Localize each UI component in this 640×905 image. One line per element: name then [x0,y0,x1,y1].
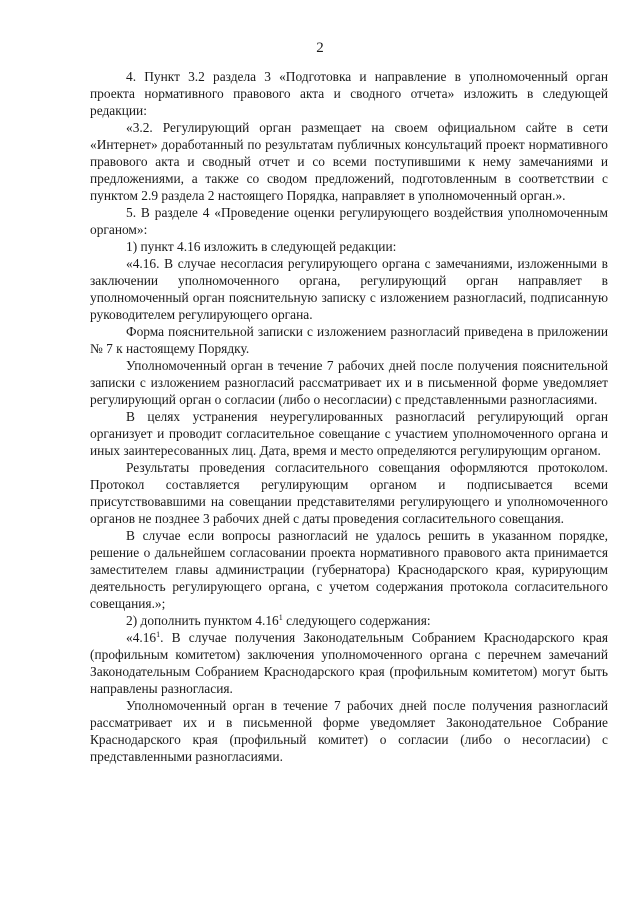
subitem-2-text-end: следующего содержания: [282,613,431,628]
paragraph-unresolved-disputes: В случае если вопросы разногласий не удалось решить в указанном порядке, решение о дальнейшем согласовании проекта нормативного правового акта принимается заместителем главы администрации (губернатора) Краснодарского края, курирующим деятельность регулирующего органа, с учетом содержания протокола согласительного совещания.»; [90,528,608,611]
paragraph-subitem-1: 1) пункт 4.16 изложить в следующей редакции: [126,239,397,254]
paragraph-quote-4-16: «4.16. В случае несогласия регулирующего органа с замечаниями, изложенными в заключении уполномоченного органа, регулирующий орган направляет в уполномоченный орган пояснительную записку с изложением разногласий, подписанную руководителем регулирующего органа. [90,256,608,322]
paragraph-quote-3-2: «3.2. Регулирующий орган размещает на своем официальном сайте в сети «Интернет» доработанный по результатам публичных консультаций проект нормативного правового акта и сводный отчет и со всеми поступившими к нему замечаниями и предложениями, а также со сводом предложений, подготовленным в соответствии с пунктом 2.9 раздела 2 настоящего Порядка, направляет в уполномоченный орган.». [90,120,608,203]
paragraph-review-period: Уполномоченный орган в течение 7 рабочих дней после получения пояснительной записки с изложением разногласий рассматривает их и в письменной форме уведомляет регулирующий орган о согласии (либо о несогласии) с представленными разногласиями. [90,358,608,407]
paragraph-form-note: Форма пояснительной записки с изложением разногласий приведена в приложении № 7 к настоящему Порядку. [90,324,608,356]
superscript-number: 1 [156,630,161,639]
paragraph-meeting-results: Результаты проведения согласительного совещания оформляются протоколом. Протокол составляется регулирующим органом и подписывается всеми присутствовавшими на совещании представителями регулирующего и уполномоченного органов не позднее 3 рабочих дней с даты проведения согласительного совещания. [90,460,608,526]
paragraph-final-review: Уполномоченный орган в течение 7 рабочих дней после получения разногласий рассматривает их и в письменной форме уведомляет Законодательное Собрание Краснодарского края (профильный комитет) о согласии (либо о несогласии) с представленными разногласиями. [90,698,608,764]
quote-4-16-1-text: . В случае получения Законодательным Собранием Краснодарского края (профильным комитетом) заключения уполномоченного органа с перечнем замечаний Законодательным Собранием Краснодарского края (профильным комитетом) могут быть направлены разногласия. [90,630,608,696]
quote-4-16-1-start: «4.16 [126,630,157,645]
paragraph-conciliation-meeting: В целях устранения неурегулированных разногласий регулирующий орган организует и проводит согласительное совещание с участием уполномоченного органа и иных заинтересованных лиц. Дата, время и место определяются регулирующим органом. [90,409,608,458]
paragraph-subitem-2 [90,612,608,629]
document-body [90,68,608,765]
superscript-number: 1 [278,613,283,622]
paragraph-item-5: 5. В разделе 4 «Проведение оценки регулирующего воздействия уполномоченным органом»: [90,205,608,237]
subitem-2-text-start: 2) дополнить пунктом 4.16 [126,613,279,628]
page-number: 2 [316,40,324,56]
paragraph-quote-4-16-1 [90,629,608,697]
paragraph-item-4: 4. Пункт 3.2 раздела 3 «Подготовка и направление в уполномоченный орган проекта нормативного правового акта и сводного отчета» изложить в следующей редакции: [90,69,608,118]
